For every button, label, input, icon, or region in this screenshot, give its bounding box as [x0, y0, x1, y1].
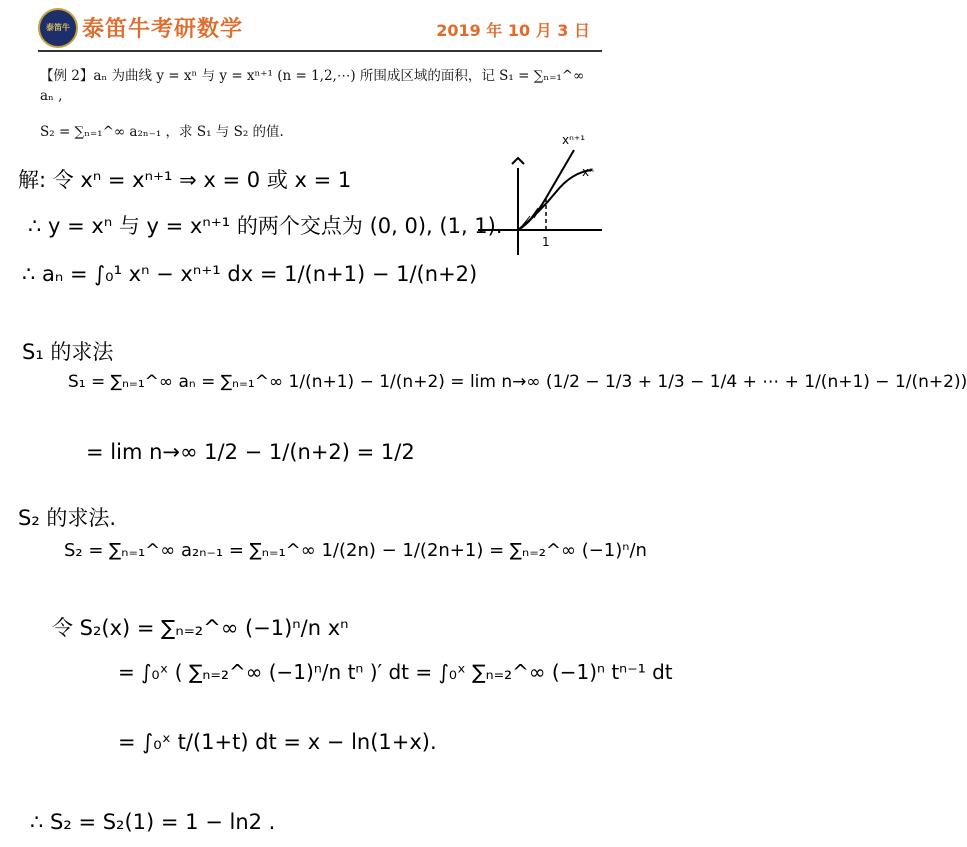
solution-line-3: ∴ aₙ = ∫₀¹ xⁿ − xⁿ⁺¹ dx = 1/(n+1) − 1/(n+2) [22, 262, 478, 286]
brand-title: 泰笛牛考研数学 [82, 16, 244, 42]
logo [38, 8, 78, 48]
problem-line-1: 【例 2】aₙ 为曲线 y = xⁿ 与 y = xⁿ⁺¹ (n = 1,2,⋯) 所围成区域的面积，记 S₁ = ∑ₙ₌₁^∞ aₙ , [40, 68, 585, 104]
solution-line-7: 令 S₂(x) = ∑ₙ₌₂^∞ (−1)ⁿ/n xⁿ [52, 616, 349, 640]
problem-line-2: S₂ = ∑ₙ₌₁^∞ a₂ₙ₋₁ ，求 S₁ 与 S₂ 的值. [40, 124, 284, 140]
hatch-2 [528, 208, 538, 222]
solution-line-9: = ∫₀ˣ t/(1+t) dt = x − ln(1+x). [118, 730, 437, 754]
label-x-n: xⁿ [582, 165, 594, 179]
solution-line-4: S₁ = ∑ₙ₌₁^∞ aₙ = ∑ₙ₌₁^∞ 1/(n+1) − 1/(n+2) = lim n→∞ (1/2 − 1/3 + 1/3 − 1/4 + ⋯ + 1/(n+1) − 1/(n+2)) [68, 372, 967, 392]
label-x-n-plus-1: xⁿ⁺¹ [562, 133, 586, 147]
logo-text: 泰笛牛 [46, 23, 70, 32]
problem-statement [40, 66, 600, 140]
solution-line-10: ∴ S₂ = S₂(1) = 1 − ln2 . [30, 810, 276, 834]
s1-title: S₁ 的求法 [22, 340, 114, 364]
date-label: 2019 年 10 月 3 日 [436, 21, 590, 40]
hatch-3 [534, 202, 544, 218]
tick-label-1: 1 [542, 235, 550, 249]
y-axis-arrow [512, 158, 524, 164]
solution-line-6: S₂ = ∑ₙ₌₁^∞ a₂ₙ₋₁ = ∑ₙ₌₁^∞ 1/(2n) − 1/(2n+1) = ∑ₙ₌₂^∞ (−1)ⁿ/n [64, 540, 647, 561]
solution-line-5: = lim n→∞ 1/2 − 1/(n+2) = 1/2 [86, 440, 415, 464]
header-divider [38, 50, 602, 52]
solution-line-1: 解: 令 xⁿ = xⁿ⁺¹ ⇒ x = 0 或 x = 1 [18, 168, 352, 192]
page-header [0, 0, 640, 56]
solution-line-2: ∴ y = xⁿ 与 y = xⁿ⁺¹ 的两个交点为 (0, 0), (1, 1). [28, 214, 503, 238]
s2-title: S₂ 的求法. [18, 506, 117, 530]
solution-line-8: = ∫₀ˣ ( ∑ₙ₌₂^∞ (−1)ⁿ/n tⁿ )′ dt = ∫₀ˣ ∑ₙ₌₂^∞ (−1)ⁿ tⁿ⁻¹ dt [118, 660, 673, 684]
curve-sketch [470, 130, 610, 260]
curve-x-n-plus-1 [518, 150, 574, 230]
